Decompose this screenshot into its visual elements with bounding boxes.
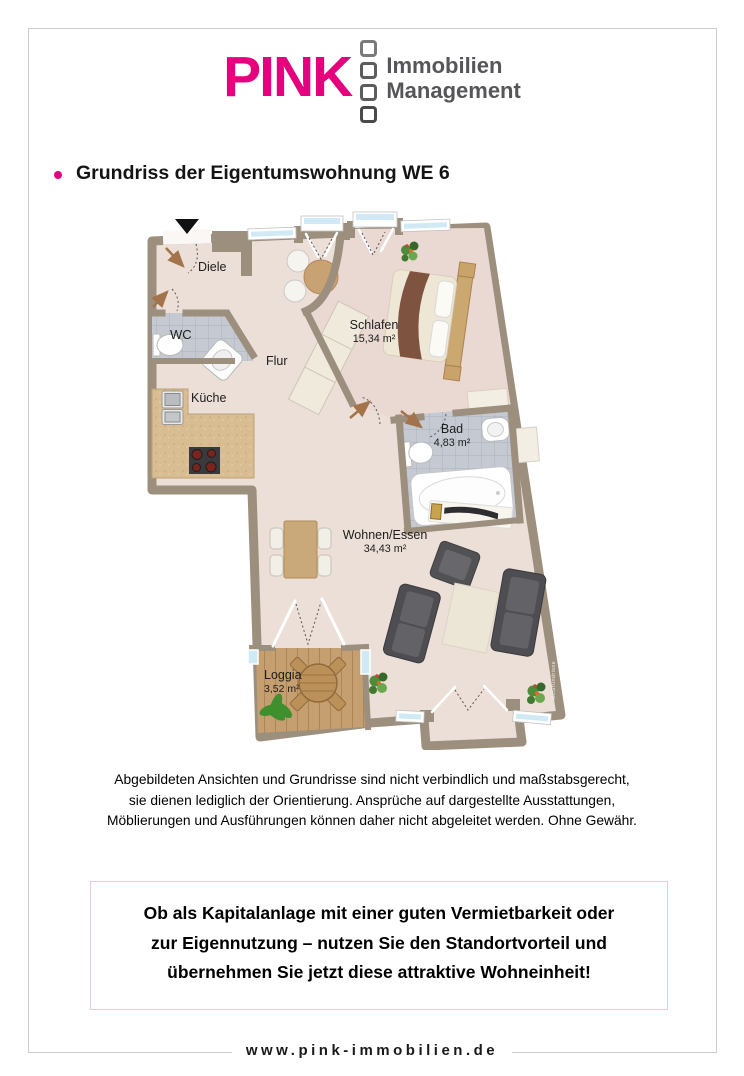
room-label-flur: Flur bbox=[266, 354, 288, 368]
disclaimer-line: Möblierungen und Ausführungen können daher nicht abgeleitet werden. Ohne Gewähr. bbox=[106, 813, 638, 828]
marketing-box bbox=[90, 881, 668, 1010]
logo-company-line2: Management bbox=[386, 78, 521, 103]
room-label-bad: Bad 4,83 m² bbox=[433, 422, 471, 449]
logo-square-icon bbox=[360, 40, 377, 57]
room-label-wc: WC bbox=[170, 327, 192, 342]
floorplan-image bbox=[146, 210, 598, 750]
company-logo bbox=[0, 38, 744, 123]
marketing-line: übernehmen Sie jetzt diese attraktive Wohneinheit! bbox=[167, 962, 591, 982]
logo-square-icon bbox=[360, 84, 377, 101]
disclaimer-line: Abgebildeten Ansichten und Grundrisse sind nicht verbindlich und maßstabsgerecht, bbox=[114, 772, 630, 787]
logo-brand-text: PINK bbox=[223, 45, 352, 109]
logo-square-icon bbox=[360, 106, 377, 123]
title-bullet-icon bbox=[54, 171, 62, 179]
logo-squares-icon bbox=[360, 40, 377, 123]
marketing-line: Ob als Kapitalanlage mit einer guten Vermietbarkeit oder bbox=[143, 903, 615, 923]
disclaimer-line: sie dienen lediglich der Orientierung. Ansprüche auf dargestellte Ausstattungen, bbox=[128, 792, 616, 808]
room-label-kueche: Küche bbox=[191, 391, 227, 405]
footer-url[interactable]: www.pink-immobilien.de bbox=[232, 1042, 512, 1059]
room-label-diele: Diele bbox=[198, 260, 227, 274]
room-label-schlafen: Schlafen 15,34 m² bbox=[349, 318, 399, 345]
room-label-loggia: Loggia 3,52 m² bbox=[264, 668, 302, 695]
section-title bbox=[54, 162, 450, 185]
logo-company-name bbox=[386, 53, 520, 123]
page-title: Grundriss der Eigentumswohnung WE 6 bbox=[76, 162, 450, 184]
logo-company-line1: Immobilien bbox=[386, 53, 503, 78]
stove-icon bbox=[189, 447, 220, 474]
marketing-line: zur Eigennutzung – nutzen Sie den Standortvorteil und bbox=[151, 932, 607, 953]
floorplan-watermark: McGrundrisse bbox=[551, 660, 557, 700]
logo-square-icon bbox=[360, 62, 377, 79]
floorplan-drawing bbox=[146, 210, 598, 750]
disclaimer-text bbox=[0, 770, 744, 832]
room-label-wohnen-essen: Wohnen/Essen 34,43 m² bbox=[342, 528, 428, 555]
kitchen-sink-icon bbox=[165, 394, 180, 406]
